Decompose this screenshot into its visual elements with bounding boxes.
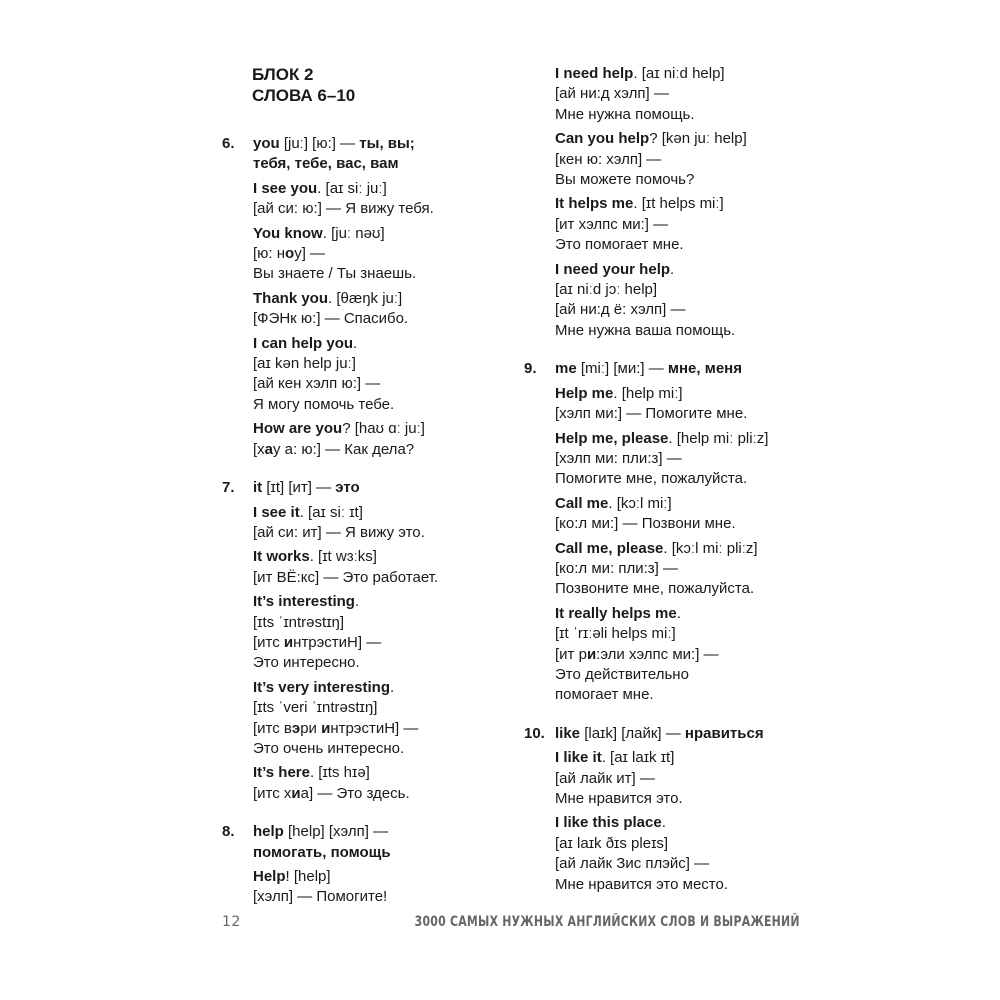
bold-text: Call me, please [555,539,664,557]
text-run: Это очень интересно. [253,739,405,757]
text-run: ? [kən juː help] [649,130,747,148]
text-run: [ко:л ми:] — Позвони мне. [555,515,736,533]
example-phrase [555,813,814,833]
example [253,224,492,285]
word-entry [524,724,814,895]
text-run: . [ɪt wɜːks] [309,548,377,566]
text-run: . [676,604,681,622]
example-phrase [555,194,814,214]
text-run: [help] [хэлп] — [283,823,389,841]
bold-text: you [253,135,280,152]
example-line [555,150,814,170]
example-line [253,698,492,718]
text-run: Это действительно [555,665,689,683]
text-run: . [aɪ laɪk ɪt] [601,749,675,767]
text-run: . [ɪt helps miː] [633,195,724,213]
text-run: Помогите мне, пожалуйста. [555,470,748,488]
text-run: [хэлп ми:] — Помогите мне. [555,405,748,423]
text-run: нтрэстиН] — [330,719,419,737]
bold-text: о [285,245,295,263]
text-run: . [aɪ siː juː] [317,179,387,197]
entry-number: 9. [524,360,537,378]
example-phrase [555,260,814,280]
text-run: [ко:л ми: пли:з] — [555,559,678,577]
left-entries [222,134,492,908]
text-run: ! [help] [285,868,331,885]
example-line [555,789,814,809]
example [253,763,492,804]
example [555,748,814,809]
example-line [555,449,814,469]
text-run: . [354,593,360,611]
block-heading [252,64,492,106]
text-run: Это помогает мне. [555,236,684,254]
example-phrase [253,179,492,199]
example-phrase [253,419,492,439]
text-run: ри [300,719,322,737]
entry-headword [253,822,492,863]
text-run: [ю: н [253,245,286,263]
text-run: :эли хэлпс ми:] — [596,645,719,663]
bold-text: How are you [253,420,343,438]
bold-text: Thank you [253,289,329,307]
example-phrase [253,678,492,698]
bold-text: It’s very interesting [253,678,390,696]
example-line [253,719,492,739]
text-run: [хэлп ми: пли:з] — [555,449,682,467]
example-phrase [253,592,492,612]
bold-text: I can help you [253,334,354,352]
text-run: [ит ВЁ:кс] — Это работает. [253,568,439,586]
example-phrase [253,224,492,244]
text-run: [итс в [253,719,292,737]
example-line [253,199,492,219]
text-run: [итс [253,633,284,651]
example-line [253,887,492,907]
text-run: помогает мне. [555,686,654,704]
example-line [555,215,814,235]
word-entry [524,359,814,706]
text-run: . [ɪts hɪə] [309,764,370,782]
example-line [555,685,814,705]
text-run: у а: ю:] — Как дела? [273,440,415,458]
bold-text: like [555,724,581,742]
bold-text: и [291,784,301,802]
example-line [253,264,492,284]
example-line [253,309,492,329]
running-title: 3000 САМЫХ НУЖНЫХ АНГЛИЙСКИХ СЛОВ И ВЫРАЖЕНИЙ [414,914,800,930]
text-run: . [help miː] [613,384,683,402]
text-run: ? [haʊ ɑː juː] [342,420,425,438]
bold-text: You know [253,224,323,242]
example-phrase [253,763,492,783]
example [555,429,814,490]
text-run: Вы можете помочь? [555,171,695,189]
headword-line [253,478,492,498]
text-run: [miː] [ми:] — [576,360,668,378]
text-run: [ай ни:д хэлп] — [555,85,669,103]
block-title: БЛОК 2 [252,65,314,84]
text-run: у] — [294,245,326,263]
entry-number: 6. [222,135,235,152]
bold-text: help [253,823,284,841]
bold-text: мне, меня [667,360,742,378]
example-line [555,321,814,341]
text-run: Я могу помочь тебе. [253,395,395,413]
bold-text: It really helps me [555,604,677,622]
example-line [253,784,492,804]
example [253,678,492,760]
text-run: [ай ни:д ё: хэлп] — [555,301,686,319]
bold-text: I see it [253,503,300,521]
bold-text: It works [253,548,310,566]
example-line [555,769,814,789]
text-run: Мне нужна помощь. [555,105,695,123]
block-subtitle: СЛОВА 6–10 [252,86,356,105]
bold-text: ты, вы; [359,135,415,152]
text-run: . [353,334,358,352]
example [253,419,492,460]
example-phrase [555,429,814,449]
example-line [555,665,814,685]
text-run: Позвоните мне, пожалуйста. [555,580,755,598]
left-column [222,64,492,926]
text-run: [aɪ laɪk ðɪs pleɪs] [555,834,669,852]
bold-text: I like it [555,749,602,767]
example-phrase [555,384,814,404]
text-run: [ФЭНк ю:] — Спасибо. [253,310,409,328]
example-line [555,834,814,854]
example-line [555,559,814,579]
example [555,260,814,342]
example-line [555,854,814,874]
example-line [555,300,814,320]
text-run: Мне нравится это место. [555,875,728,893]
example-line [253,440,492,460]
example-line [555,514,814,534]
example-line [555,404,814,424]
text-run: [aɪ kən help juː] [253,355,356,373]
headword-line [253,134,492,154]
bold-text: Help me, please [555,429,669,447]
text-run: [laɪk] [лайк] — [580,724,685,742]
text-run: [ай си: ит] — Я вижу это. [253,523,425,541]
continued-entry [524,64,814,341]
bold-text: а [264,440,274,458]
text-run: . [kɔːl miː pliːz] [663,539,758,557]
example-line [555,645,814,665]
headword-line [253,843,492,863]
word-entry [222,822,492,908]
example-line [253,613,492,633]
headword-line [253,822,492,842]
example-phrase [555,604,814,624]
example [253,867,492,908]
example-line [253,568,492,588]
text-run: [кен ю: хэлп] — [555,150,662,168]
bold-text: I like this place [555,814,662,832]
bold-text: It’s here [253,764,310,782]
example-line [555,624,814,644]
bold-text: I need your help [555,260,671,278]
word-entry [222,134,492,460]
example-line [555,280,814,300]
example [555,64,814,125]
text-run: а] — Это здесь. [300,784,410,802]
bold-text: и [321,719,331,737]
example [253,503,492,544]
entry-headword [253,134,492,175]
example [253,592,492,674]
example [253,334,492,416]
bold-text: Help [253,868,286,885]
headword-line [253,154,492,174]
entry-number: 8. [222,823,235,841]
bold-text: I need help [555,65,634,82]
bold-text: It’s interesting [253,593,355,611]
example [555,539,814,600]
text-run: [ай лайк ит] — [555,769,655,787]
example-phrase [555,64,814,84]
example-phrase [253,503,492,523]
bold-text: It helps me [555,195,634,213]
text-run: Мне нужна ваша помощь. [555,321,736,339]
example-phrase [555,129,814,149]
entry-number: 10. [524,724,545,742]
text-run: [ай кен хэлп ю:] — [253,375,381,393]
example-line [253,374,492,394]
example [253,179,492,220]
example-line [253,244,492,264]
bold-text: Help me [555,384,614,402]
example-line [253,395,492,415]
text-run: Вы знаете / Ты знаешь. [253,265,417,283]
text-run: Мне нравится это. [555,790,683,807]
text-run: . [aɪ siː ɪt] [299,503,363,521]
text-run: . [kɔːl miː] [608,494,672,512]
bold-text: I see you [253,179,318,197]
example [555,384,814,425]
example [555,494,814,535]
bold-text: me [555,360,577,378]
bold-text: помогать, помощь [253,843,391,861]
text-run: [ит р [555,645,587,663]
example-phrase [253,289,492,309]
text-run: [ит хэлпс ми:] — [555,215,669,233]
headword-line [555,724,814,744]
bold-text: и [283,633,294,651]
text-run: . [help miː pliːz] [668,429,769,447]
example-line [253,739,492,759]
text-run: [х [253,440,265,458]
text-run: [хэлп] — Помогите! [253,888,388,906]
word-entry [222,478,492,804]
entry-number: 7. [222,479,235,497]
example-line [555,170,814,190]
text-run: [ай лайк Зис плэйс] — [555,855,710,873]
right-column [524,64,814,913]
example-line [253,633,492,653]
entry-headword [555,359,814,379]
text-run: [ай си: ю:] — Я вижу тебя. [253,200,434,218]
text-run: Это интересно. [253,654,360,672]
text-run: [aɪ niːd jɔː help] [555,281,658,299]
example-line [555,84,814,104]
right-entries [524,359,814,895]
bold-text: нравиться [684,724,764,742]
example-phrase [253,547,492,567]
example-line [555,579,814,599]
example-line [253,653,492,673]
example-phrase [555,748,814,768]
bold-text: it [253,479,263,497]
text-run: . [θæŋk juː] [328,289,403,307]
bold-text: Call me [555,494,609,512]
entry-headword [253,478,492,498]
text-run: [ɪt] [ит] — [262,479,336,497]
example-phrase [555,494,814,514]
text-run: [ɪts ˈveri ˈɪntrəstɪŋ] [253,699,378,717]
bold-text: это [335,479,360,497]
example-line [555,235,814,255]
text-run: . [juː nəʊ] [322,224,385,242]
bold-text: Can you help [555,130,650,148]
headword-line [555,359,814,379]
example-phrase [555,539,814,559]
bold-text: э [291,719,301,737]
example [555,813,814,895]
example [555,129,814,190]
example [253,547,492,588]
example-line [253,354,492,374]
example-line [253,523,492,543]
text-run: [juː] [ю:] — [279,135,360,152]
example [253,289,492,330]
example-line [555,875,814,895]
example [555,194,814,255]
example-phrase [253,867,492,887]
page-number: 12 [222,914,241,930]
example-line [555,105,814,125]
text-run: [ɪt ˈrɪːəli helps miː] [555,625,676,643]
entry-headword [555,724,814,744]
example-phrase [253,334,492,354]
text-run: . [670,260,675,278]
text-run: нтрэстиН] — [293,633,382,651]
text-run: . [390,678,395,696]
example-line [555,469,814,489]
text-run: . [661,814,666,832]
text-run: [ɪts ˈɪntrəstɪŋ] [253,613,345,631]
text-run: [итс х [253,784,292,802]
text-run: . [aɪ niːd help] [633,65,725,82]
example [555,604,814,706]
bold-text: тебя, тебе, вас, вам [253,155,399,173]
bold-text: и [586,645,597,663]
